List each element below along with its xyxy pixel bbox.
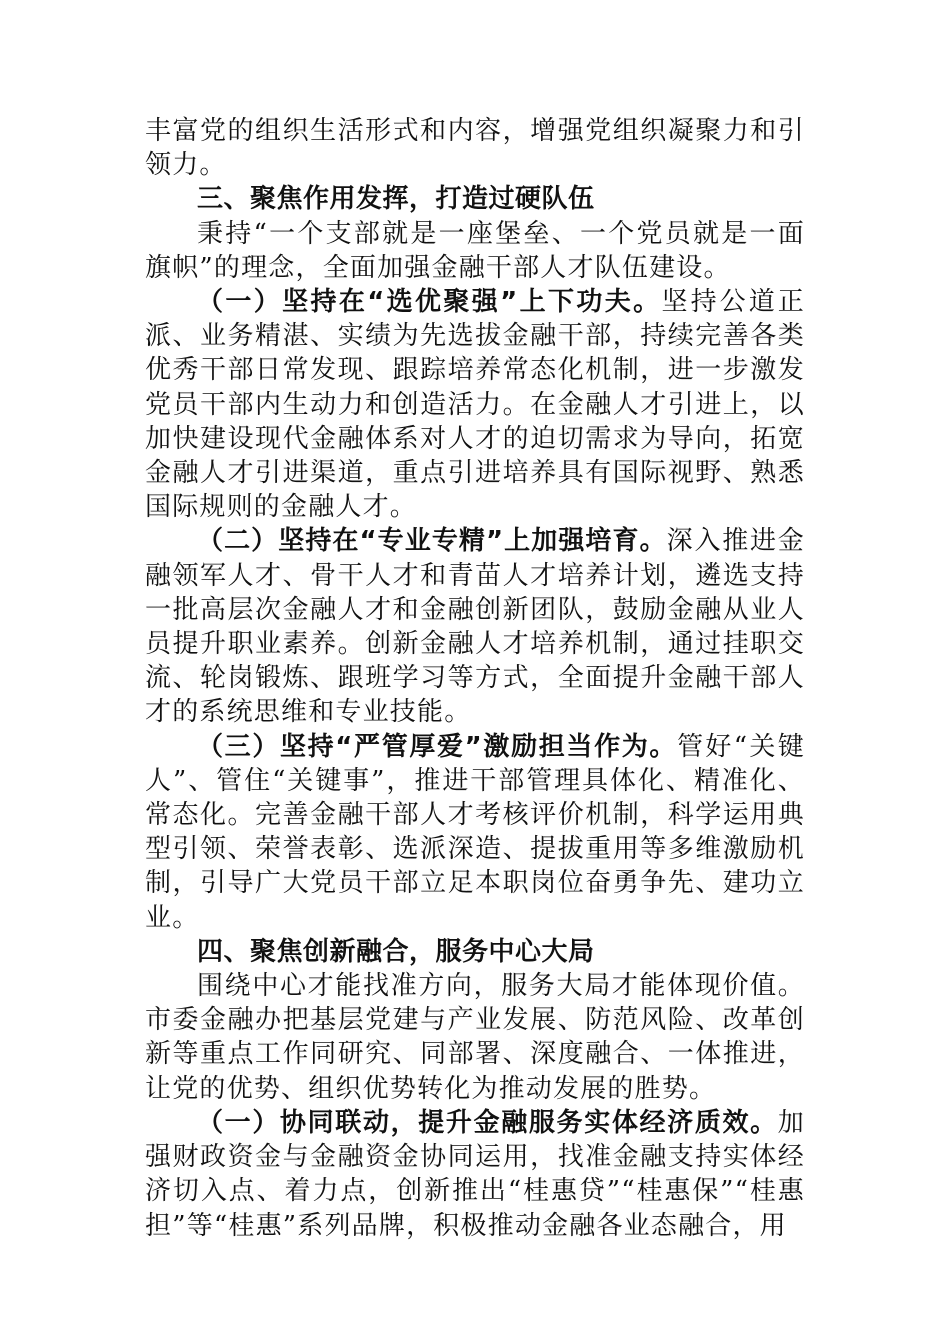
paragraph-3-2 [145, 524, 805, 729]
body-3-2: 深入推进金融领军人才、骨干人才和青苗人才培养计划，遴选支持一批高层次金融人才和金融创新团队，鼓励金融从业人员提升职业素养。创新金融人才培养机制，通过挂职交流、轮岗锻炼、跟班学习等方式，全面提升金融干部人才的系统思维和专业技能。 [145, 526, 805, 728]
body-3-1: 坚持公道正派、业务精湛、实绩为先选拔金融干部，持续完善各类优秀干部日常发现、跟踪培养常态化机制，进一步激发党员干部内生动力和创造活力。在金融人才引进上，以加快建设现代金融体系对人才的迫切需求为导向，拓宽金融人才引进渠道，重点引进培养具有国际视野、熟悉国际规则的金融人才。 [145, 287, 805, 523]
paragraph-3-3 [145, 730, 805, 935]
section-heading-3: 三、聚焦作用发挥，打造过硬队伍 [197, 184, 595, 215]
document-page [145, 114, 805, 1243]
body-3-3: 管好“关键人”、管住“关键事”，推进干部管理具体化、精准化、常态化。完善金融干部人才考核评价机制，科学运用典型引领、荣誉表彰、选派深造、提拔重用等多维激励机制，引导广大党员干部立足本职岗位奋勇争先、建功立业。 [145, 731, 805, 933]
section-heading-4: 四、聚焦创新融合，服务中心大局 [197, 936, 595, 967]
body-4-1: 加强财政资金与金融资金协同运用，找准金融支持实体经济切入点、着力点，创新推出“桂惠贷”“桂惠保”“桂惠担”等“桂惠”系列品牌，积极推动金融各业态融合，用 [145, 1107, 805, 1241]
paragraph-intro-4: 围绕中心才能找准方向，服务大局才能体现价值。市委金融办把基层党建与产业发展、防范风险、改革创新等重点工作同研究、同部署、深度融合、一体推进，让党的优势、组织优势转化为推动发展的胜势。 [145, 971, 805, 1104]
paragraph-continued: 丰富党的组织生活形式和内容，增强党组织凝聚力和引领力。 [145, 116, 805, 181]
subheading-3-2: （二）坚持在“专业专精”上加强培育。 [197, 526, 667, 557]
paragraph-4-1 [145, 1106, 805, 1243]
subheading-3-1: （一）坚持在“选优聚强”上下功夫。 [197, 287, 662, 318]
subheading-4-1: （一）协同联动，提升金融服务实体经济质效。 [197, 1107, 778, 1138]
subheading-3-3: （三）坚持“严管厚爱”激励担当作为。 [197, 731, 678, 762]
paragraph-intro-3: 秉持“一个支部就是一座堡垒、一个党员就是一面旗帜”的理念，全面加强金融干部人才队伍建设。 [145, 218, 805, 283]
paragraph-3-1 [145, 285, 805, 524]
